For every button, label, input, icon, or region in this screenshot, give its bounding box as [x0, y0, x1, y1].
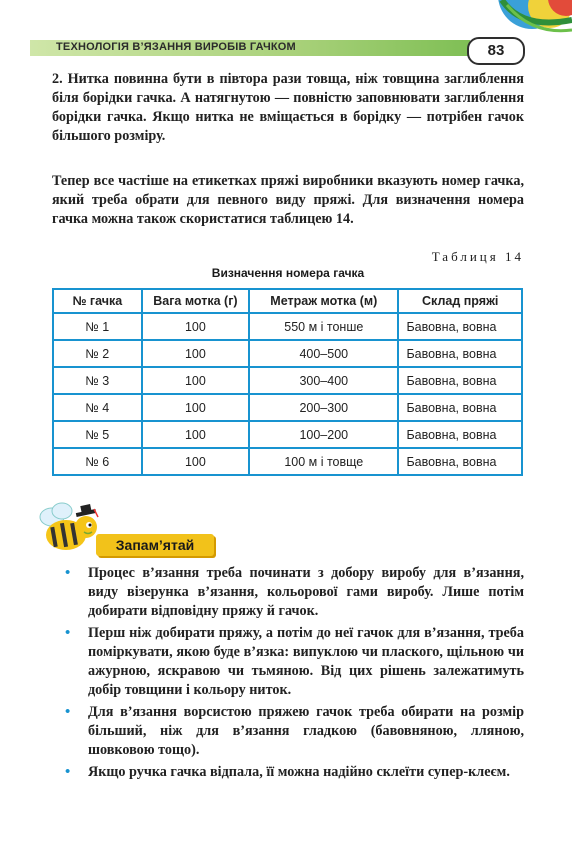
paragraph-thread-thickness: 2. Нитка повинна бути в півтора рази товща, ніж товщина заглиблення біля борідки гачка. А натягнутою — повністю заповнювати заглиблення борідки гачка. Якщо нитка не вміщається в борідку — потрібен гачок більшого розміру.	[52, 71, 524, 144]
table-cell: № 6	[53, 448, 142, 475]
column-header: Склад пряжі	[398, 289, 522, 313]
table-cell: 300–400	[249, 367, 398, 394]
table-cell: Бавовна, вовна	[398, 421, 522, 448]
list-item-text: Перш ніж добирати пряжу, а потім до неї гачок для в’язання, треба поміркувати, якою буде в’язка: випуклою чи плаского, щільною чи ажурною, яскравою чи тьмяною. Від цих рішень залежатимуть добір товщини і кольору ниток.	[88, 625, 524, 698]
table-cell: Бавовна, вовна	[398, 313, 522, 340]
running-header: ТЕХНОЛОГІЯ В’ЯЗАННЯ ВИРОБІВ ГАЧКОМ	[56, 41, 296, 53]
bullet-icon: •	[65, 704, 71, 720]
list-item-text: Для в’язання ворсистою пряжею гачок треба обирати на розмір більший, ніж для в’язання гладкою (бавовняною, лляною, шовковою тощо).	[88, 704, 524, 758]
table-cell: 100 м і товще	[249, 448, 398, 475]
table-cell: № 2	[53, 340, 142, 367]
table-row	[53, 313, 522, 340]
table-cell: 100–200	[249, 421, 398, 448]
table-header-row	[53, 289, 522, 313]
table-row	[53, 367, 522, 394]
remember-badge: Запам’ятай	[96, 534, 214, 556]
bullet-icon: •	[65, 625, 71, 641]
table-cell: 100	[142, 421, 250, 448]
list-item	[60, 564, 524, 621]
table-cell: № 4	[53, 394, 142, 421]
table-row	[53, 448, 522, 475]
column-header: Вага мотка (г)	[142, 289, 250, 313]
table-cell: 100	[142, 394, 250, 421]
list-item	[60, 763, 524, 782]
paragraph-hook-number: Тепер все частіше на етикетках пряжі виробники вказують номер гачка, який треба обрати для певного виду пряжі. Для визначення номера гачка можна також скористатися таблицею 14.	[52, 173, 524, 227]
yarn-decoration-icon	[462, 0, 572, 40]
bullet-icon: •	[65, 565, 71, 581]
table-cell: Бавовна, вовна	[398, 394, 522, 421]
table-cell: Бавовна, вовна	[398, 340, 522, 367]
table-row	[53, 394, 522, 421]
table-cell: 100	[142, 448, 250, 475]
column-header: № гачка	[53, 289, 142, 313]
table-cell: 400–500	[249, 340, 398, 367]
table-cell: 100	[142, 313, 250, 340]
table-cell: № 1	[53, 313, 142, 340]
table-cell: № 3	[53, 367, 142, 394]
list-item-text: Якщо ручка гачка відпала, її можна надійно склеїти супер-клеєм.	[88, 764, 510, 780]
table-label: Таблиця 14	[431, 249, 524, 264]
table-title: Визначення номера гачка	[211, 266, 365, 280]
remember-list	[60, 564, 524, 785]
list-item	[60, 624, 524, 700]
list-item-text: Процес в’язання треба починати з добору виробу для в’язання, виду візерунка в’язання, кольорової гами виробу. Лише потім добирати відповідну пряжу й гачок.	[88, 565, 524, 619]
table-row	[53, 421, 522, 448]
table-cell: Бавовна, вовна	[398, 367, 522, 394]
table-cell: № 5	[53, 421, 142, 448]
list-item	[60, 703, 524, 760]
table-cell: 200–300	[249, 394, 398, 421]
table-cell: Бавовна, вовна	[398, 448, 522, 475]
table-cell: 550 м і тонше	[249, 313, 398, 340]
table-row	[53, 340, 522, 367]
table-cell: 100	[142, 367, 250, 394]
column-header: Метраж мотка (м)	[249, 289, 398, 313]
table-cell: 100	[142, 340, 250, 367]
bullet-icon: •	[65, 764, 71, 780]
page-number: 83	[467, 37, 525, 65]
bee-mascot-icon	[32, 497, 104, 557]
hook-size-table	[52, 288, 523, 476]
